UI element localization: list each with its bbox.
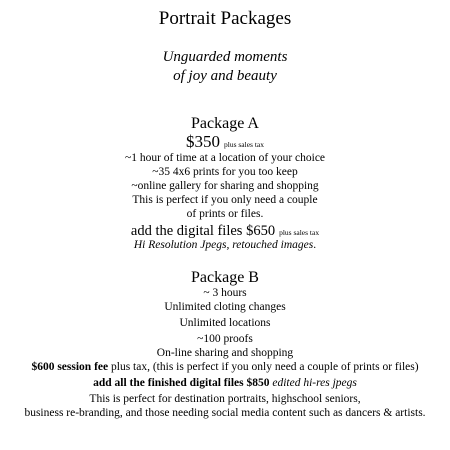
package-b-feature: Unlimited cloting changes <box>164 301 286 313</box>
package-a-price-amount: $350 <box>186 132 220 151</box>
package-b-digital-bold: add all the finished digital files $850 <box>93 377 270 389</box>
tagline-line-1: Unguarded moments <box>162 49 288 65</box>
package-a-feature: ~online gallery for sharing and shopping <box>131 180 319 192</box>
package-b-digital-offer <box>0 378 450 390</box>
package-b-session-fee-bold: $600 session fee <box>31 361 109 373</box>
package-a-feature: ~1 hour of time at a location of your choice <box>124 152 326 164</box>
package-b-feature: ~100 proofs <box>197 333 253 345</box>
package-a-digital-offer <box>0 223 450 239</box>
package-a-feature: This is perfect if you only need a couple <box>132 194 318 206</box>
package-b-footer-line: This is perfect for destination portraits, highschool seniors, <box>89 393 361 405</box>
package-b-feature: Unlimited locations <box>179 317 271 329</box>
package-b-session-fee <box>0 362 450 374</box>
package-b-digital-italic: edited hi-res jpegs <box>269 377 357 389</box>
package-a-feature: of prints or files. <box>186 208 264 220</box>
tagline-line-2: of joy and beauty <box>173 68 277 84</box>
package-b-feature: On-line sharing and shopping <box>156 347 294 359</box>
package-a-digital-note: plus sales tax <box>279 228 320 237</box>
package-a-digital-detail-end: . <box>313 239 317 251</box>
package-b-heading: Package B <box>191 269 259 286</box>
package-a-digital-label: add the digital files $650 <box>130 223 276 239</box>
package-a-digital-detail <box>0 240 450 252</box>
package-a-heading: Package A <box>191 115 259 132</box>
package-b-session-fee-rest: plus tax, (this is perfect if you only need a couple of prints or files) <box>108 361 419 373</box>
package-b-footer-line: business re-branding, and those needing social media content such as dancers & artists. <box>24 407 426 419</box>
package-b-feature: ~ 3 hours <box>203 287 247 299</box>
page-title: Portrait Packages <box>158 8 292 29</box>
package-a-feature: ~35 4x6 prints for you too keep <box>152 166 298 178</box>
package-a-price <box>0 133 450 151</box>
package-a-digital-detail-italic: Hi Resolution Jpegs, retouched images <box>133 239 314 251</box>
package-a-price-note: plus sales tax <box>224 140 264 149</box>
